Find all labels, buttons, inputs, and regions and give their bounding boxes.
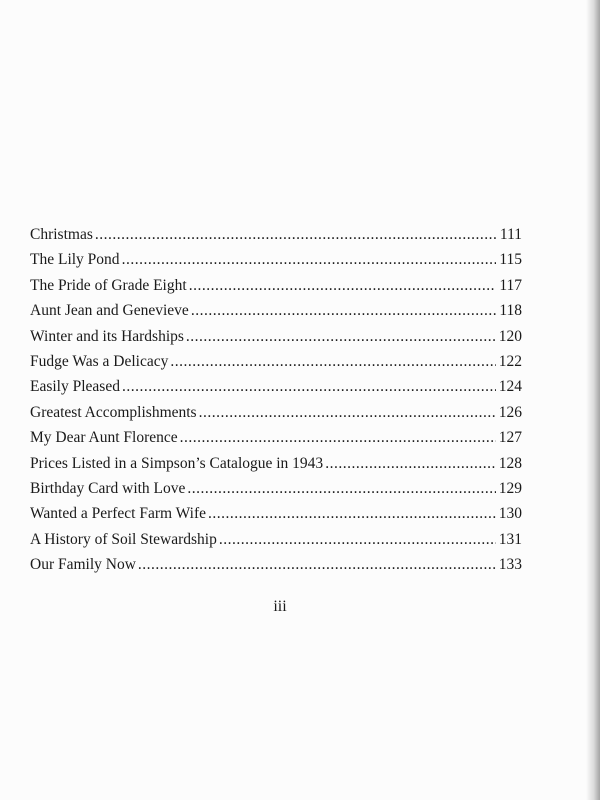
toc-entry <box>30 277 522 302</box>
toc-entry-page: 124 <box>498 378 522 396</box>
toc-entry-page: 118 <box>499 302 522 320</box>
toc-dot-leader <box>122 251 497 269</box>
toc-entry-page: 129 <box>498 479 522 497</box>
toc-dot-leader <box>170 353 495 371</box>
toc-entry-title: My Dear Aunt Florence <box>30 429 178 447</box>
toc-entry <box>30 328 522 353</box>
toc-entry <box>30 353 522 378</box>
toc-entry-title: Greatest Accomplishments <box>30 403 197 421</box>
toc-entry-page: 127 <box>498 429 522 447</box>
toc-entry-title: Prices Listed in a Simpson’s Catalogue in 1943 <box>30 454 324 472</box>
toc-entry <box>30 404 522 429</box>
page-edge-shadow <box>586 0 600 800</box>
toc-dot-leader <box>122 378 496 396</box>
toc-entry-title: Our Family Now <box>30 556 136 574</box>
toc-entry <box>30 455 522 480</box>
toc-entry-page: 133 <box>498 556 522 574</box>
table-of-contents <box>30 226 522 581</box>
toc-dot-leader <box>95 226 497 244</box>
toc-entry <box>30 429 522 454</box>
toc-entry <box>30 251 522 276</box>
toc-entry <box>30 556 522 581</box>
toc-entry-page: 111 <box>499 226 522 243</box>
toc-entry-page: 122 <box>498 352 522 370</box>
toc-entry-page: 131 <box>498 530 522 548</box>
toc-dot-leader <box>325 455 496 473</box>
toc-entry-page: 115 <box>499 251 522 269</box>
toc-entry-page: 117 <box>499 276 522 294</box>
toc-entry <box>30 480 522 505</box>
toc-entry-title: Winter and its Hardships <box>30 327 184 345</box>
toc-entry-page: 130 <box>498 505 522 523</box>
toc-entry <box>30 505 522 530</box>
toc-entry <box>30 302 522 327</box>
toc-entry-title: Wanted a Perfect Farm Wife <box>30 505 207 523</box>
toc-dot-leader <box>219 531 496 549</box>
toc-entry-page: 128 <box>498 454 522 472</box>
toc-dot-leader <box>180 429 496 447</box>
toc-entry-title: Aunt Jean and Genevieve <box>30 302 189 320</box>
toc-entry-page: 120 <box>498 327 522 345</box>
toc-entry <box>30 531 522 556</box>
toc-entry-title: The Lily Pond <box>30 251 120 269</box>
toc-dot-leader <box>191 302 496 320</box>
toc-entry-title: Birthday Card with Love <box>30 479 186 497</box>
toc-dot-leader <box>187 480 495 498</box>
toc-entry-title: Christmas <box>30 226 93 243</box>
toc-dot-leader <box>186 328 496 346</box>
toc-entry-title: Fudge Was a Delicacy <box>30 352 169 370</box>
toc-dot-leader <box>189 277 497 295</box>
toc-dot-leader <box>138 556 496 574</box>
toc-entry <box>30 226 522 251</box>
toc-entry-title: The Pride of Grade Eight <box>30 276 187 294</box>
toc-dot-leader <box>199 404 496 422</box>
toc-entry <box>30 378 522 403</box>
toc-entry-page: 126 <box>498 403 522 421</box>
toc-entry-title: A History of Soil Stewardship <box>30 530 217 548</box>
toc-dot-leader <box>208 505 496 523</box>
page-number: iii <box>273 598 287 615</box>
toc-entry-title: Easily Pleased <box>30 378 120 396</box>
